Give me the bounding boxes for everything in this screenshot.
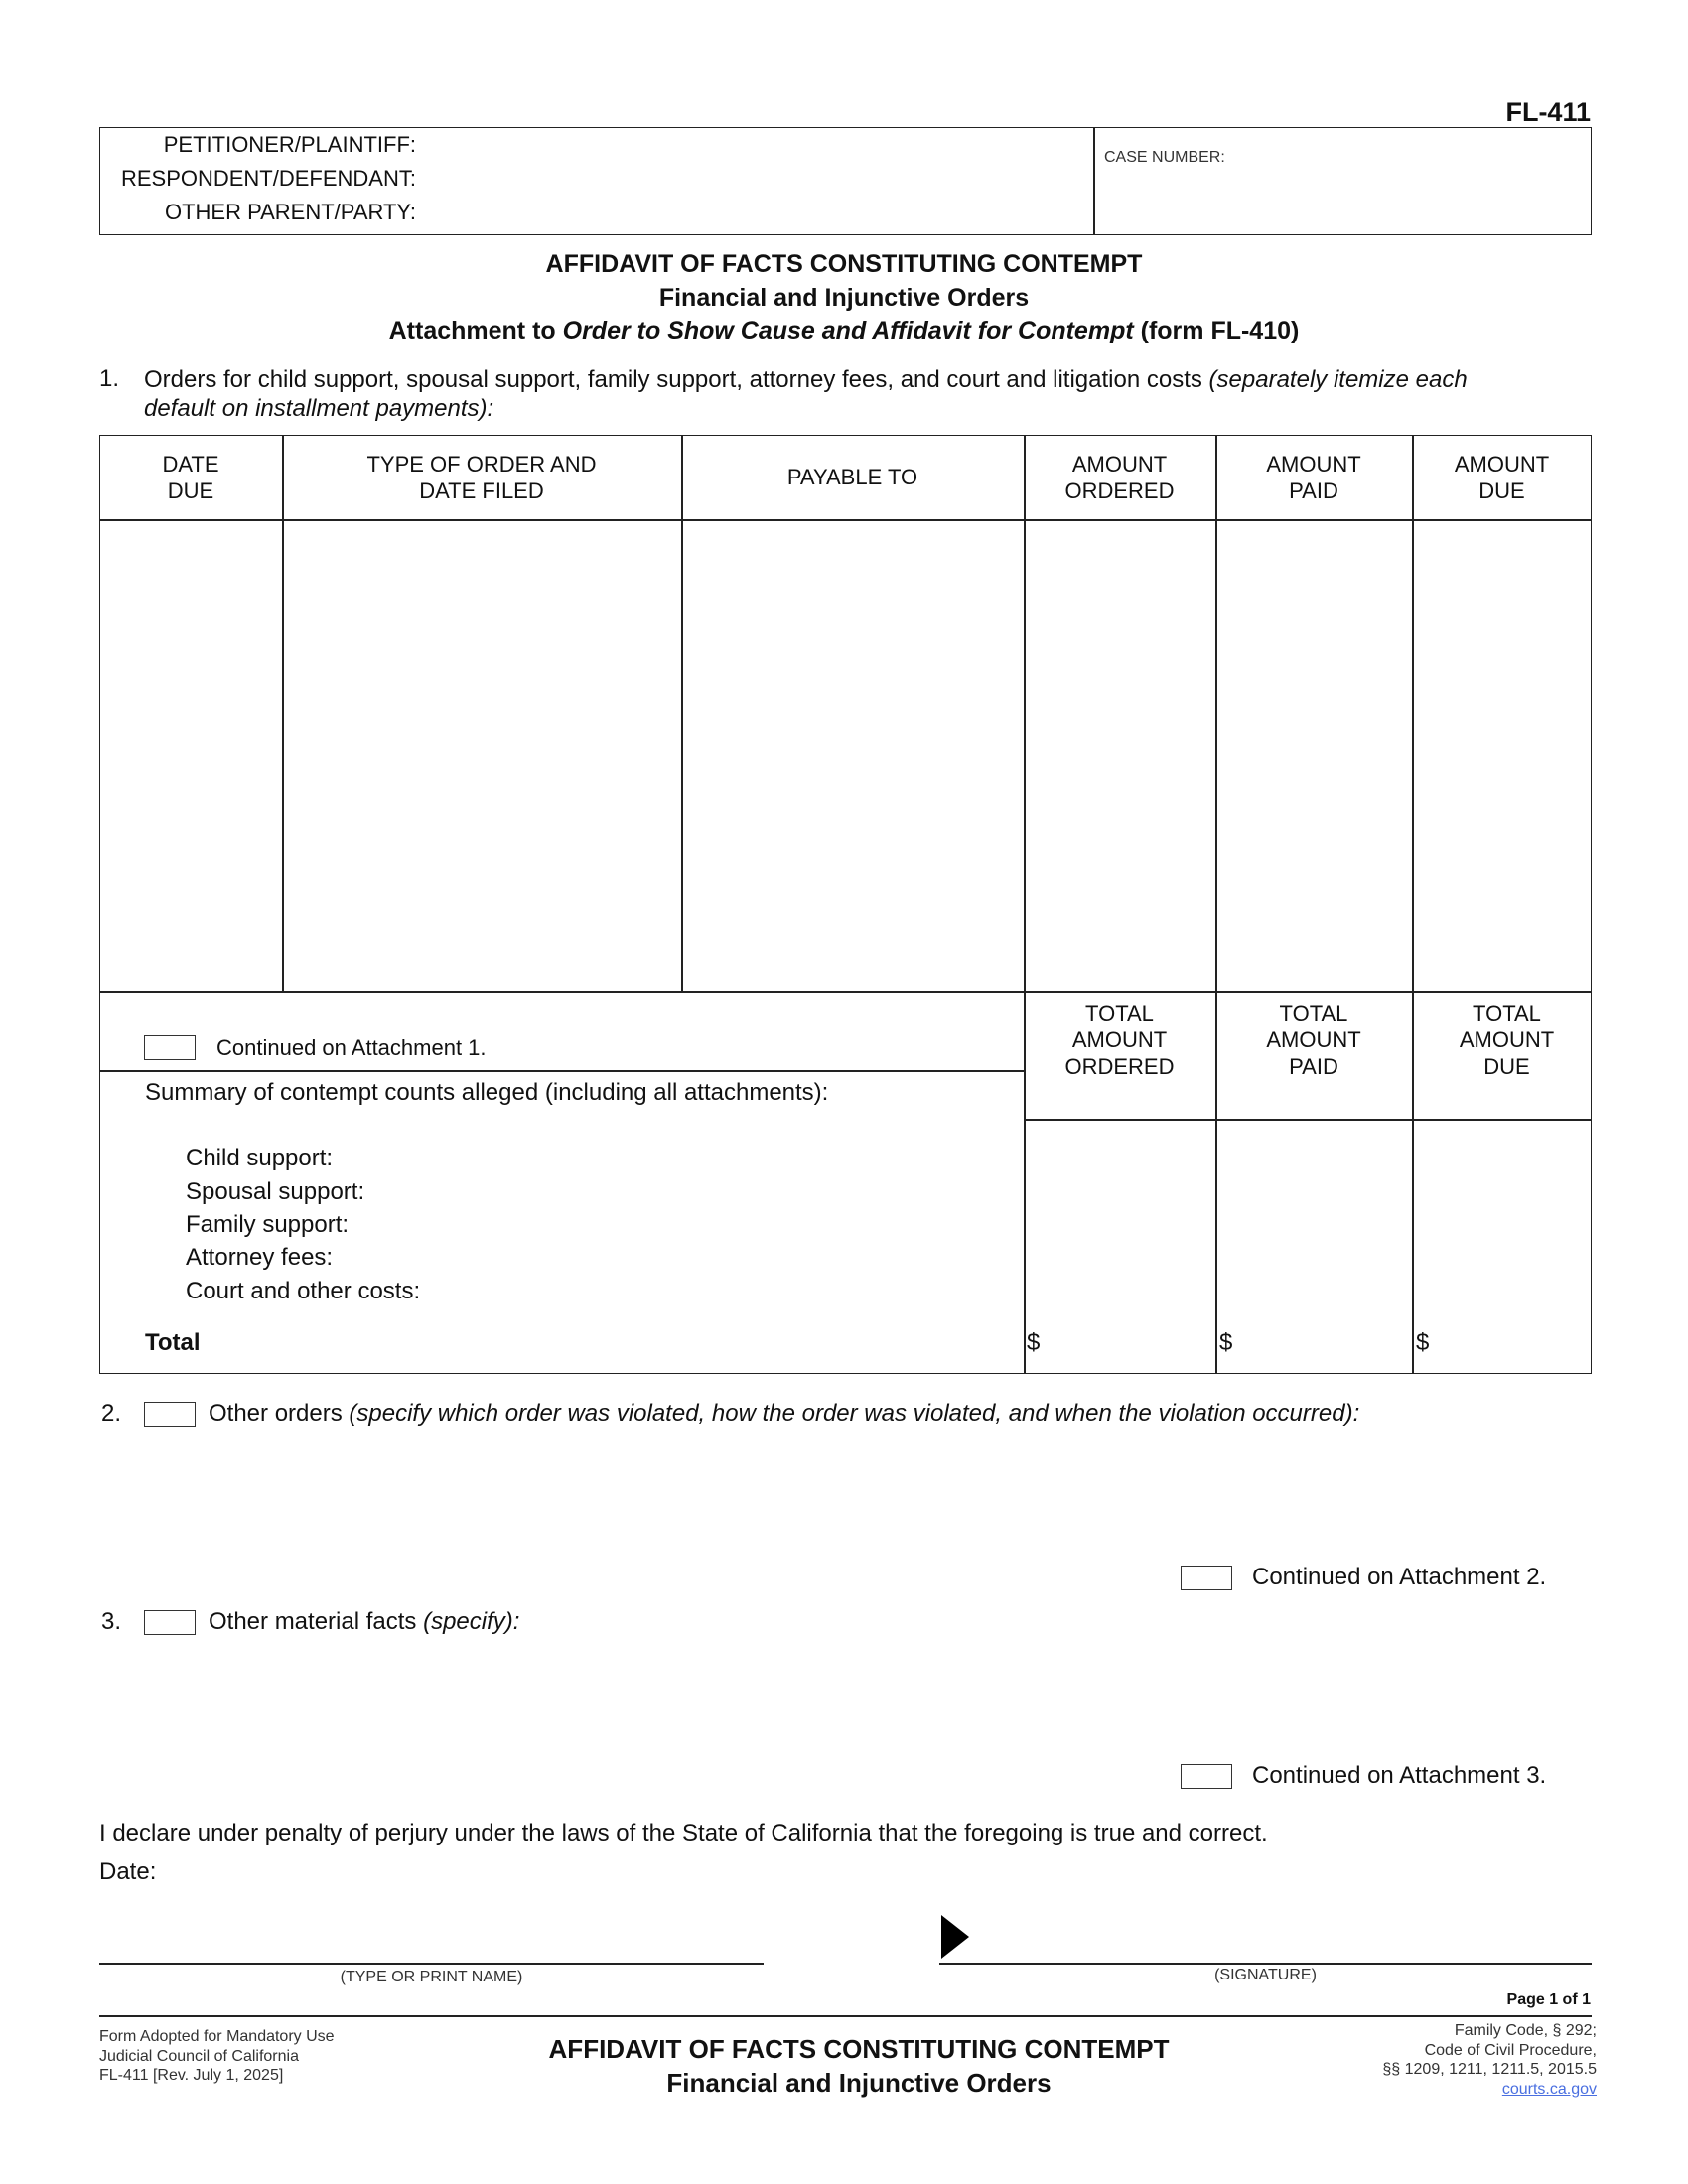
col-ordered-l1: AMOUNT (1071, 451, 1168, 477)
col-due-l2: DUE (1478, 478, 1525, 503)
footer-adopted: Form Adopted for Mandatory Use (99, 2028, 335, 2045)
case-number-field[interactable] (1104, 174, 1581, 223)
col-type-l2: DATE FILED (419, 478, 544, 503)
count-child-support: Child support: (186, 1145, 334, 1171)
respondent-label: RESPONDENT/DEFENDANT: (120, 166, 416, 191)
total-ordered-header (1024, 993, 1215, 1082)
th6: PAID (1289, 1054, 1338, 1079)
item2-text (209, 1400, 1359, 1428)
th4: TOTAL (1279, 1001, 1348, 1025)
total-ordered-currency: $ (1027, 1329, 1041, 1356)
attachment-text: Attachment to (388, 317, 563, 344)
col-amount-paid (1215, 435, 1412, 519)
th8: AMOUNT (1459, 1027, 1555, 1052)
continued-attachment-1-checkbox[interactable] (144, 1035, 196, 1060)
form-id: FL-411 (1505, 97, 1591, 127)
continued-attachment-2-label: Continued on Attachment 2. (1252, 1564, 1547, 1590)
name-line[interactable] (99, 1963, 764, 1965)
total-due-currency: $ (1416, 1329, 1430, 1356)
col-type-of-order (282, 435, 681, 519)
item2-label: Other orders (209, 1400, 350, 1427)
footer-subtitle: Financial and Injunctive Orders (666, 2068, 1052, 2098)
col-amount-due (1412, 435, 1592, 519)
col-due-l1: AMOUNT (1454, 451, 1550, 477)
item1-italic-cont: default on installment payments): (144, 395, 494, 422)
title: AFFIDAVIT OF FACTS CONSTITUTING CONTEMPT (545, 250, 1143, 278)
case-number-label: CASE NUMBER: (1104, 149, 1225, 166)
col-amount-ordered (1024, 435, 1215, 519)
item1-number: 1. (99, 365, 120, 392)
th9: DUE (1483, 1054, 1530, 1079)
continued-attachment-2-checkbox[interactable] (1181, 1566, 1232, 1590)
footer-left (99, 2027, 335, 2086)
total-paid-header (1215, 993, 1412, 1082)
item2-number: 2. (101, 1400, 122, 1427)
signature-line[interactable] (939, 1963, 1592, 1965)
signature-caption: (SIGNATURE) (1214, 1967, 1317, 1983)
item3-italic: (specify): (423, 1608, 520, 1635)
col-date-due-l1: DATE (162, 451, 219, 477)
item3-checkbox[interactable] (144, 1610, 196, 1635)
subtitle: Financial and Injunctive Orders (658, 284, 1030, 312)
footer-ccp: Code of Civil Procedure, (1424, 2041, 1597, 2059)
count-family-support: Family support: (186, 1211, 350, 1238)
total-paid-currency: $ (1219, 1329, 1233, 1356)
item1-italic: (separately itemize each (1208, 366, 1468, 393)
item3-text (209, 1608, 519, 1636)
item3-label: Other material facts (209, 1608, 424, 1635)
signature-arrow-icon (941, 1915, 971, 1961)
continued-attachment-1-label: Continued on Attachment 1. (216, 1035, 487, 1060)
col-date-due (99, 435, 282, 519)
col-paid-l1: AMOUNT (1266, 451, 1361, 477)
continued-attachment-3-label: Continued on Attachment 3. (1252, 1762, 1547, 1789)
continued-attachment-3-checkbox[interactable] (1181, 1764, 1232, 1789)
footer-revision: FL-411 [Rev. July 1, 2025] (99, 2067, 284, 2084)
name-caption: (TYPE OR PRINT NAME) (340, 1969, 523, 1985)
count-spousal-support: Spousal support: (186, 1178, 365, 1205)
page-number: Page 1 of 1 (1506, 1991, 1591, 2008)
col-payable-to: PAYABLE TO (786, 465, 918, 489)
th5: AMOUNT (1266, 1027, 1361, 1052)
footer-family-code: Family Code, § 292; (1454, 2022, 1597, 2039)
petitioner-field[interactable] (422, 132, 1087, 160)
count-attorney-fees: Attorney fees: (186, 1244, 334, 1271)
footer-right (1382, 2021, 1597, 2099)
total-label: Total (145, 1329, 201, 1356)
courts-link[interactable]: courts.ca.gov (1501, 2080, 1597, 2098)
footer-council: Judicial Council of California (99, 2047, 299, 2065)
petitioner-label: PETITIONER/PLAINTIFF: (163, 132, 416, 157)
footer-title: AFFIDAVIT OF FACTS CONSTITUTING CONTEMPT (548, 2034, 1170, 2064)
total-due-header (1412, 993, 1602, 1082)
item2-checkbox[interactable] (144, 1402, 196, 1427)
item3-number: 3. (101, 1608, 122, 1635)
item2-italic: (specify which order was violated, how the order was violated, and when the violation occurred): (349, 1400, 1360, 1427)
attachment-form-number: (form FL-410) (1133, 317, 1300, 344)
col-date-due-l2: DUE (167, 478, 214, 503)
summary-label: Summary of contempt counts alleged (including all attachments): (145, 1079, 829, 1106)
date-label: Date: (99, 1858, 157, 1885)
other-parent-label: OTHER PARENT/PARTY: (164, 200, 416, 224)
count-court-costs: Court and other costs: (186, 1278, 421, 1304)
col-ordered-l2: ORDERED (1064, 478, 1175, 503)
th2: AMOUNT (1071, 1027, 1168, 1052)
item1-text (144, 366, 1468, 394)
footer-sections: §§ 1209, 1211, 1211.5, 2015.5 (1382, 2061, 1597, 2078)
th7: TOTAL (1473, 1001, 1541, 1025)
declaration: I declare under penalty of perjury under the laws of the State of California that the foregoing is true and correct. (99, 1820, 1268, 1846)
th3: ORDERED (1064, 1054, 1175, 1079)
th1: TOTAL (1085, 1001, 1154, 1025)
item1-label: Orders for child support, spousal support, family support, attorney fees, and court and litigation costs (144, 366, 1209, 393)
attachment-note (0, 317, 1688, 345)
col-paid-l2: PAID (1289, 478, 1338, 503)
attachment-form-name: Order to Show Cause and Affidavit for Contempt (562, 317, 1134, 344)
col-type-l1: TYPE OF ORDER AND (366, 451, 597, 477)
